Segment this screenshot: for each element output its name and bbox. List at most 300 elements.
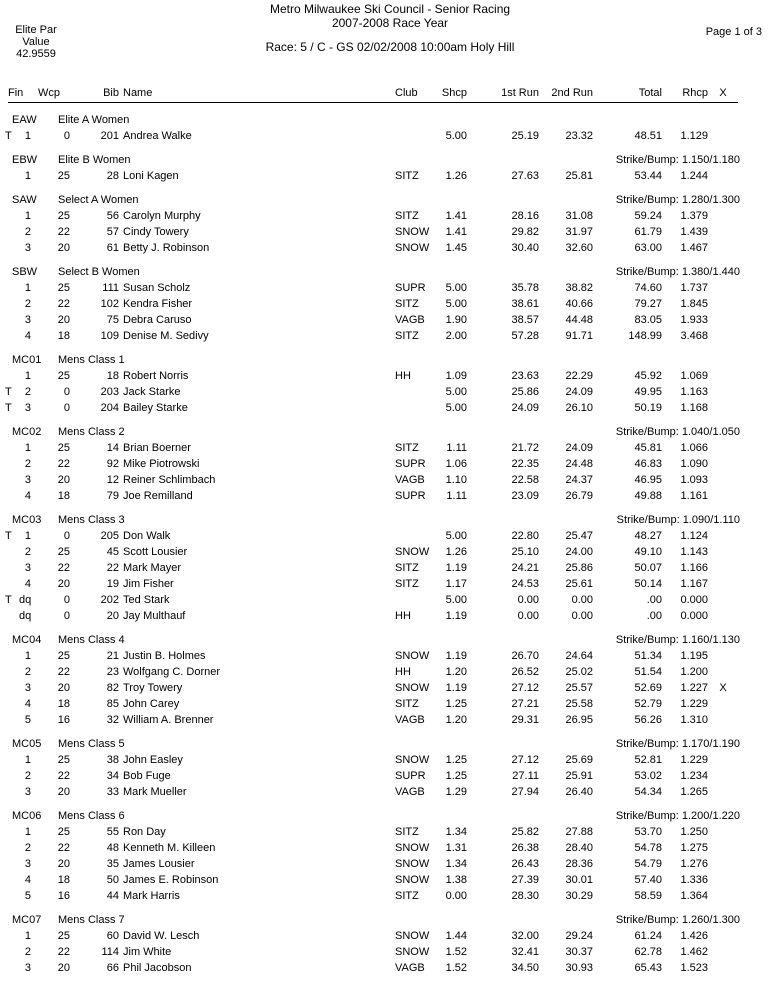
cell-2nd-run: 25.61 [565,578,593,590]
section-header-row [0,264,780,280]
cell-bib: 202 [100,594,119,606]
result-row [0,440,780,456]
class-section [0,112,780,144]
cell-name: Reiner Schlimbach [123,474,216,486]
cell-1st-run: 24.21 [511,562,539,574]
cell-x-flag [708,528,738,544]
cell-total: 63.00 [634,242,662,254]
cell-name: Don Walk [123,530,171,542]
result-row [0,208,780,224]
cell-tie-marker [5,928,19,944]
cell-fin: 3 [24,962,31,974]
cell-bib: 61 [106,242,119,254]
cell-club: SNOW [395,546,430,558]
cell-2nd-run: 23.32 [565,130,593,142]
cell-club: VAGB [395,714,425,726]
result-row [0,824,780,840]
cell-name: Bailey Starke [123,402,188,414]
cell-2nd-run: 30.37 [565,946,593,958]
cell-bib: 56 [106,210,119,222]
cell-fin: dq [19,610,32,622]
cell-x-flag [708,440,738,456]
cell-wcp: 25 [57,370,70,382]
cell-club: SUPR [395,458,426,470]
cell-2nd-run: 24.48 [565,458,593,470]
result-row [0,368,780,384]
cell-shcp: 1.90 [445,314,467,326]
cell-wcp: 25 [57,170,70,182]
section-header-row [0,424,780,440]
section-code: SAW [12,194,37,206]
cell-fin: 5 [24,890,31,902]
cell-bib: 57 [106,226,119,238]
cell-rhcp: 1.336 [680,874,708,886]
cell-tie-marker [5,280,19,296]
cell-total: 57.40 [634,874,662,886]
cell-shcp: 1.10 [445,474,467,486]
section-rows [0,168,780,184]
cell-rhcp: 1.229 [680,754,708,766]
result-row [0,696,780,712]
cell-name: Cindy Towery [123,226,189,238]
cell-fin: 1 [24,754,31,766]
cell-wcp: 25 [57,546,70,558]
cell-fin: 1 [24,282,31,294]
cell-name: James E. Robinson [123,874,219,886]
cell-x-flag [708,488,738,504]
result-row [0,280,780,296]
cell-total: 83.05 [634,314,662,326]
section-code: MC03 [12,514,42,526]
cell-1st-run: 34.50 [511,962,539,974]
cell-bib: 66 [106,962,119,974]
cell-total: 51.54 [634,666,662,678]
cell-club: SUPR [395,770,426,782]
section-header-row [0,512,780,528]
result-row [0,296,780,312]
result-row [0,784,780,800]
section-header-row [0,192,780,208]
cell-tie-marker [5,664,19,680]
cell-total: 48.27 [634,530,662,542]
result-row [0,544,780,560]
cell-bib: 32 [106,714,119,726]
cell-shcp: 1.11 [446,442,467,454]
cell-total: 58.59 [634,890,662,902]
cell-1st-run: 27.12 [511,682,539,694]
section-code: SBW [12,266,38,278]
column-header-total: Total [638,87,662,99]
cell-1st-run: 22.35 [511,458,539,470]
cell-club: SITZ [395,698,419,710]
cell-bib: 22 [106,562,119,574]
cell-tie-marker [5,696,19,712]
cell-rhcp: 1.439 [680,226,708,238]
cell-2nd-run: 30.93 [565,962,593,974]
cell-total: 54.78 [634,842,662,854]
cell-club: HH [395,610,411,622]
result-row [0,312,780,328]
cell-shcp: 2.00 [445,330,467,342]
cell-2nd-run: 25.57 [565,682,593,694]
strike-bump-label: Strike/Bump: 1.170/1.190 [615,738,740,750]
cell-total: 49.88 [634,490,662,502]
cell-2nd-run: 26.79 [565,490,593,502]
cell-tie-marker: T [5,386,12,398]
section-header-row [0,632,780,648]
cell-rhcp: 1.163 [680,386,708,398]
cell-shcp: 1.26 [445,546,467,558]
cell-x-flag [708,312,738,328]
cell-wcp: 25 [57,826,70,838]
cell-fin: 1 [24,170,31,182]
result-row [0,856,780,872]
cell-bib: 19 [106,578,119,590]
cell-shcp: 1.20 [445,714,467,726]
cell-name: Joe Remilland [123,490,193,502]
cell-wcp: 25 [57,210,70,222]
cell-rhcp: 1.166 [680,562,708,574]
cell-tie-marker [5,456,19,472]
cell-rhcp: 1.276 [680,858,708,870]
cell-rhcp: 1.229 [680,698,708,710]
cell-tie-marker [5,240,19,256]
cell-total: 45.92 [634,370,662,382]
cell-wcp: 16 [57,890,70,902]
result-row [0,384,780,400]
cell-rhcp: 1.462 [680,946,708,958]
cell-2nd-run: 30.29 [565,890,593,902]
section-header-row [0,352,780,368]
cell-tie-marker [5,296,19,312]
result-row [0,960,780,976]
cell-tie-marker [5,368,19,384]
cell-shcp: 0.00 [445,890,467,902]
cell-fin: 3 [24,242,31,254]
cell-rhcp: 1.310 [680,714,708,726]
column-header-wcp: Wcp [38,87,60,99]
cell-shcp: 1.29 [445,786,467,798]
cell-total: 46.83 [634,458,662,470]
cell-fin: 3 [24,786,31,798]
cell-club: SNOW [395,650,430,662]
cell-wcp: 25 [57,442,70,454]
cell-x-flag: X [719,682,727,694]
cell-2nd-run: 40.66 [565,298,593,310]
section-name: Elite A Women [58,114,130,126]
result-row [0,648,780,664]
cell-x-flag [708,856,738,872]
cell-2nd-run: 29.24 [565,930,593,942]
cell-rhcp: 0.000 [680,594,708,606]
result-row [0,560,780,576]
strike-bump-label: Strike/Bump: 1.090/1.110 [616,514,740,526]
section-header-row [0,112,780,128]
cell-rhcp: 1.467 [680,242,708,254]
cell-1st-run: 26.52 [511,666,539,678]
cell-tie-marker: T [5,130,12,142]
cell-tie-marker [5,328,19,344]
cell-total: 50.07 [634,562,662,574]
cell-shcp: 1.34 [445,826,467,838]
cell-wcp: 0 [63,402,70,414]
cell-fin: 4 [24,578,31,590]
cell-wcp: 18 [57,330,70,342]
cell-x-flag [708,296,738,312]
strike-bump-label: Strike/Bump: 1.040/1.050 [615,426,740,438]
cell-1st-run: 0.00 [517,610,539,622]
cell-bib: 28 [106,170,119,182]
cell-shcp: 1.19 [445,562,467,574]
result-row [0,592,780,608]
cell-name: Denise M. Sedivy [123,330,209,342]
cell-club: SNOW [395,858,430,870]
cell-name: John Easley [123,754,183,766]
cell-1st-run: 28.30 [511,890,539,902]
cell-1st-run: 25.19 [511,130,539,142]
cell-club: SNOW [395,242,430,254]
cell-wcp: 25 [57,650,70,662]
cell-fin: 1 [24,370,31,382]
cell-fin: 2 [24,666,31,678]
cell-club [391,592,435,608]
section-rows [0,648,780,728]
cell-x-flag [708,664,738,680]
cell-x-flag [708,928,738,944]
cell-rhcp: 1.168 [680,402,708,414]
cell-2nd-run: 26.40 [565,786,593,798]
cell-total: 51.34 [634,650,662,662]
cell-1st-run: 29.82 [511,226,539,238]
cell-tie-marker [5,560,19,576]
page-number-label: Page 1 of 3 [705,26,762,38]
cell-club: SUPR [395,282,426,294]
class-section [0,808,780,904]
cell-bib: 48 [106,842,119,854]
cell-name: Brian Boerner [123,442,191,454]
cell-1st-run: 32.41 [511,946,539,958]
column-header-x: X [719,87,727,99]
cell-name: Phil Jacobson [123,962,192,974]
cell-2nd-run: 24.37 [565,474,593,486]
cell-shcp: 1.25 [445,698,467,710]
cell-x-flag [708,456,738,472]
cell-2nd-run: 25.91 [565,770,593,782]
cell-shcp: 1.19 [445,682,467,694]
cell-club: SITZ [395,298,419,310]
column-header-2ndrun: 2nd Run [551,87,593,99]
cell-fin: 2 [24,946,31,958]
cell-bib: 82 [106,682,119,694]
report-header [0,0,780,104]
cell-shcp: 1.11 [446,490,467,502]
cell-bib: 92 [106,458,119,470]
cell-total: .00 [646,610,662,622]
cell-name: Robert Norris [123,370,189,382]
cell-fin: 1 [24,650,31,662]
cell-wcp: 0 [63,594,70,606]
section-name: Mens Class 6 [58,810,125,822]
section-name: Mens Class 7 [58,914,125,926]
cell-shcp: 1.34 [445,858,467,870]
cell-shcp: 1.31 [445,842,467,854]
cell-tie-marker: T [5,402,12,414]
cell-shcp: 1.41 [445,210,467,222]
cell-x-flag [708,240,738,256]
cell-bib: 111 [102,282,119,294]
cell-rhcp: 1.265 [680,786,708,798]
cell-total: 59.24 [634,210,662,222]
cell-x-flag [708,576,738,592]
cell-tie-marker [5,576,19,592]
cell-1st-run: 27.39 [511,874,539,886]
cell-1st-run: 25.82 [511,826,539,838]
result-row [0,576,780,592]
cell-wcp: 18 [57,698,70,710]
cell-shcp: 1.38 [445,874,467,886]
cell-fin: 1 [24,130,31,142]
cell-club: SITZ [395,562,419,574]
result-row [0,872,780,888]
cell-2nd-run: 25.47 [565,530,593,542]
cell-x-flag [708,784,738,800]
section-name: Mens Class 2 [58,426,125,438]
cell-bib: 201 [100,130,119,142]
cell-shcp: 1.19 [445,610,467,622]
cell-2nd-run: 24.64 [565,650,593,662]
result-row [0,328,780,344]
cell-wcp: 20 [57,474,70,486]
cell-total: 62.78 [634,946,662,958]
class-section [0,264,780,344]
cell-shcp: 1.45 [445,242,467,254]
column-header-shcp: Shcp [441,87,467,99]
section-name: Mens Class 4 [58,634,125,646]
cell-club: SNOW [395,930,430,942]
report-title: Metro Milwaukee Ski Council - Senior Racing [269,2,511,16]
cell-shcp: 5.00 [445,402,467,414]
cell-tie-marker: T [5,594,12,606]
cell-total: 48.51 [634,130,662,142]
result-row [0,400,780,416]
cell-tie-marker [5,840,19,856]
strike-bump-label: Strike/Bump: 1.260/1.300 [615,914,740,926]
cell-club: SNOW [395,226,430,238]
cell-tie-marker [5,224,19,240]
cell-club: VAGB [395,962,425,974]
cell-x-flag [708,752,738,768]
cell-bib: 85 [106,698,119,710]
cell-fin: 2 [24,546,31,558]
cell-x-flag [708,648,738,664]
cell-wcp: 22 [57,458,70,470]
cell-1st-run: 26.70 [511,650,539,662]
cell-name: Kendra Fisher [123,298,193,310]
cell-2nd-run: 28.36 [565,858,593,870]
cell-club: HH [395,370,411,382]
cell-fin: 2 [24,842,31,854]
report-subtitle: 2007-2008 Race Year [331,16,449,30]
cell-tie-marker [5,168,19,184]
cell-fin: 3 [24,474,31,486]
column-header-club: Club [395,87,418,99]
cell-tie-marker [5,752,19,768]
strike-bump-label: Strike/Bump: 1.160/1.130 [615,634,740,646]
section-name: Select A Women [58,194,139,206]
cell-fin: 4 [24,490,31,502]
cell-tie-marker: T [5,530,12,542]
result-row [0,768,780,784]
cell-club: SITZ [395,826,419,838]
cell-bib: 79 [106,490,119,502]
class-section [0,352,780,416]
cell-bib: 55 [106,826,119,838]
section-rows [0,368,780,416]
cell-fin: 3 [24,562,31,574]
cell-rhcp: 1.195 [680,650,708,662]
cell-rhcp: 1.124 [680,530,708,542]
cell-total: 53.70 [634,826,662,838]
cell-x-flag [708,208,738,224]
cell-x-flag [708,384,738,400]
section-rows [0,440,780,504]
cell-rhcp: 1.250 [680,826,708,838]
cell-tie-marker [5,712,19,728]
cell-1st-run: 0.00 [517,594,539,606]
cell-name: Jack Starke [123,386,181,398]
cell-2nd-run: 26.95 [565,714,593,726]
result-row [0,456,780,472]
cell-1st-run: 24.53 [511,578,539,590]
cell-total: 79.27 [634,298,662,310]
cell-club: SNOW [395,874,430,886]
cell-1st-run: 22.58 [511,474,539,486]
result-row [0,928,780,944]
cell-wcp: 20 [57,314,70,326]
cell-club: VAGB [395,474,425,486]
cell-club [391,528,435,544]
cell-name: Susan Scholz [123,282,191,294]
result-row [0,752,780,768]
section-name: Select B Women [58,266,140,278]
column-header-1strun: 1st Run [501,87,539,99]
cell-bib: 14 [106,442,119,454]
cell-total: 74.60 [634,282,662,294]
cell-1st-run: 27.21 [511,698,539,710]
cell-x-flag [708,888,738,904]
elite-par-label-line2: Value [22,36,50,48]
cell-fin: 3 [24,314,31,326]
class-section [0,912,780,976]
cell-tie-marker [5,488,19,504]
cell-shcp: 5.00 [445,530,467,542]
cell-x-flag [708,544,738,560]
cell-2nd-run: 38.82 [565,282,593,294]
section-code: MC06 [12,810,42,822]
cell-name: Andrea Walke [123,130,192,142]
section-rows [0,824,780,904]
cell-tie-marker [5,944,19,960]
cell-name: Betty J. Robinson [123,242,210,254]
cell-2nd-run: 31.08 [565,210,593,222]
cell-name: Jay Multhauf [123,610,186,622]
cell-1st-run: 25.10 [511,546,539,558]
cell-rhcp: 0.000 [680,610,708,622]
cell-total: 148.99 [628,330,662,342]
class-section [0,424,780,504]
cell-tie-marker [5,824,19,840]
cell-name: Mark Mayer [123,562,182,574]
